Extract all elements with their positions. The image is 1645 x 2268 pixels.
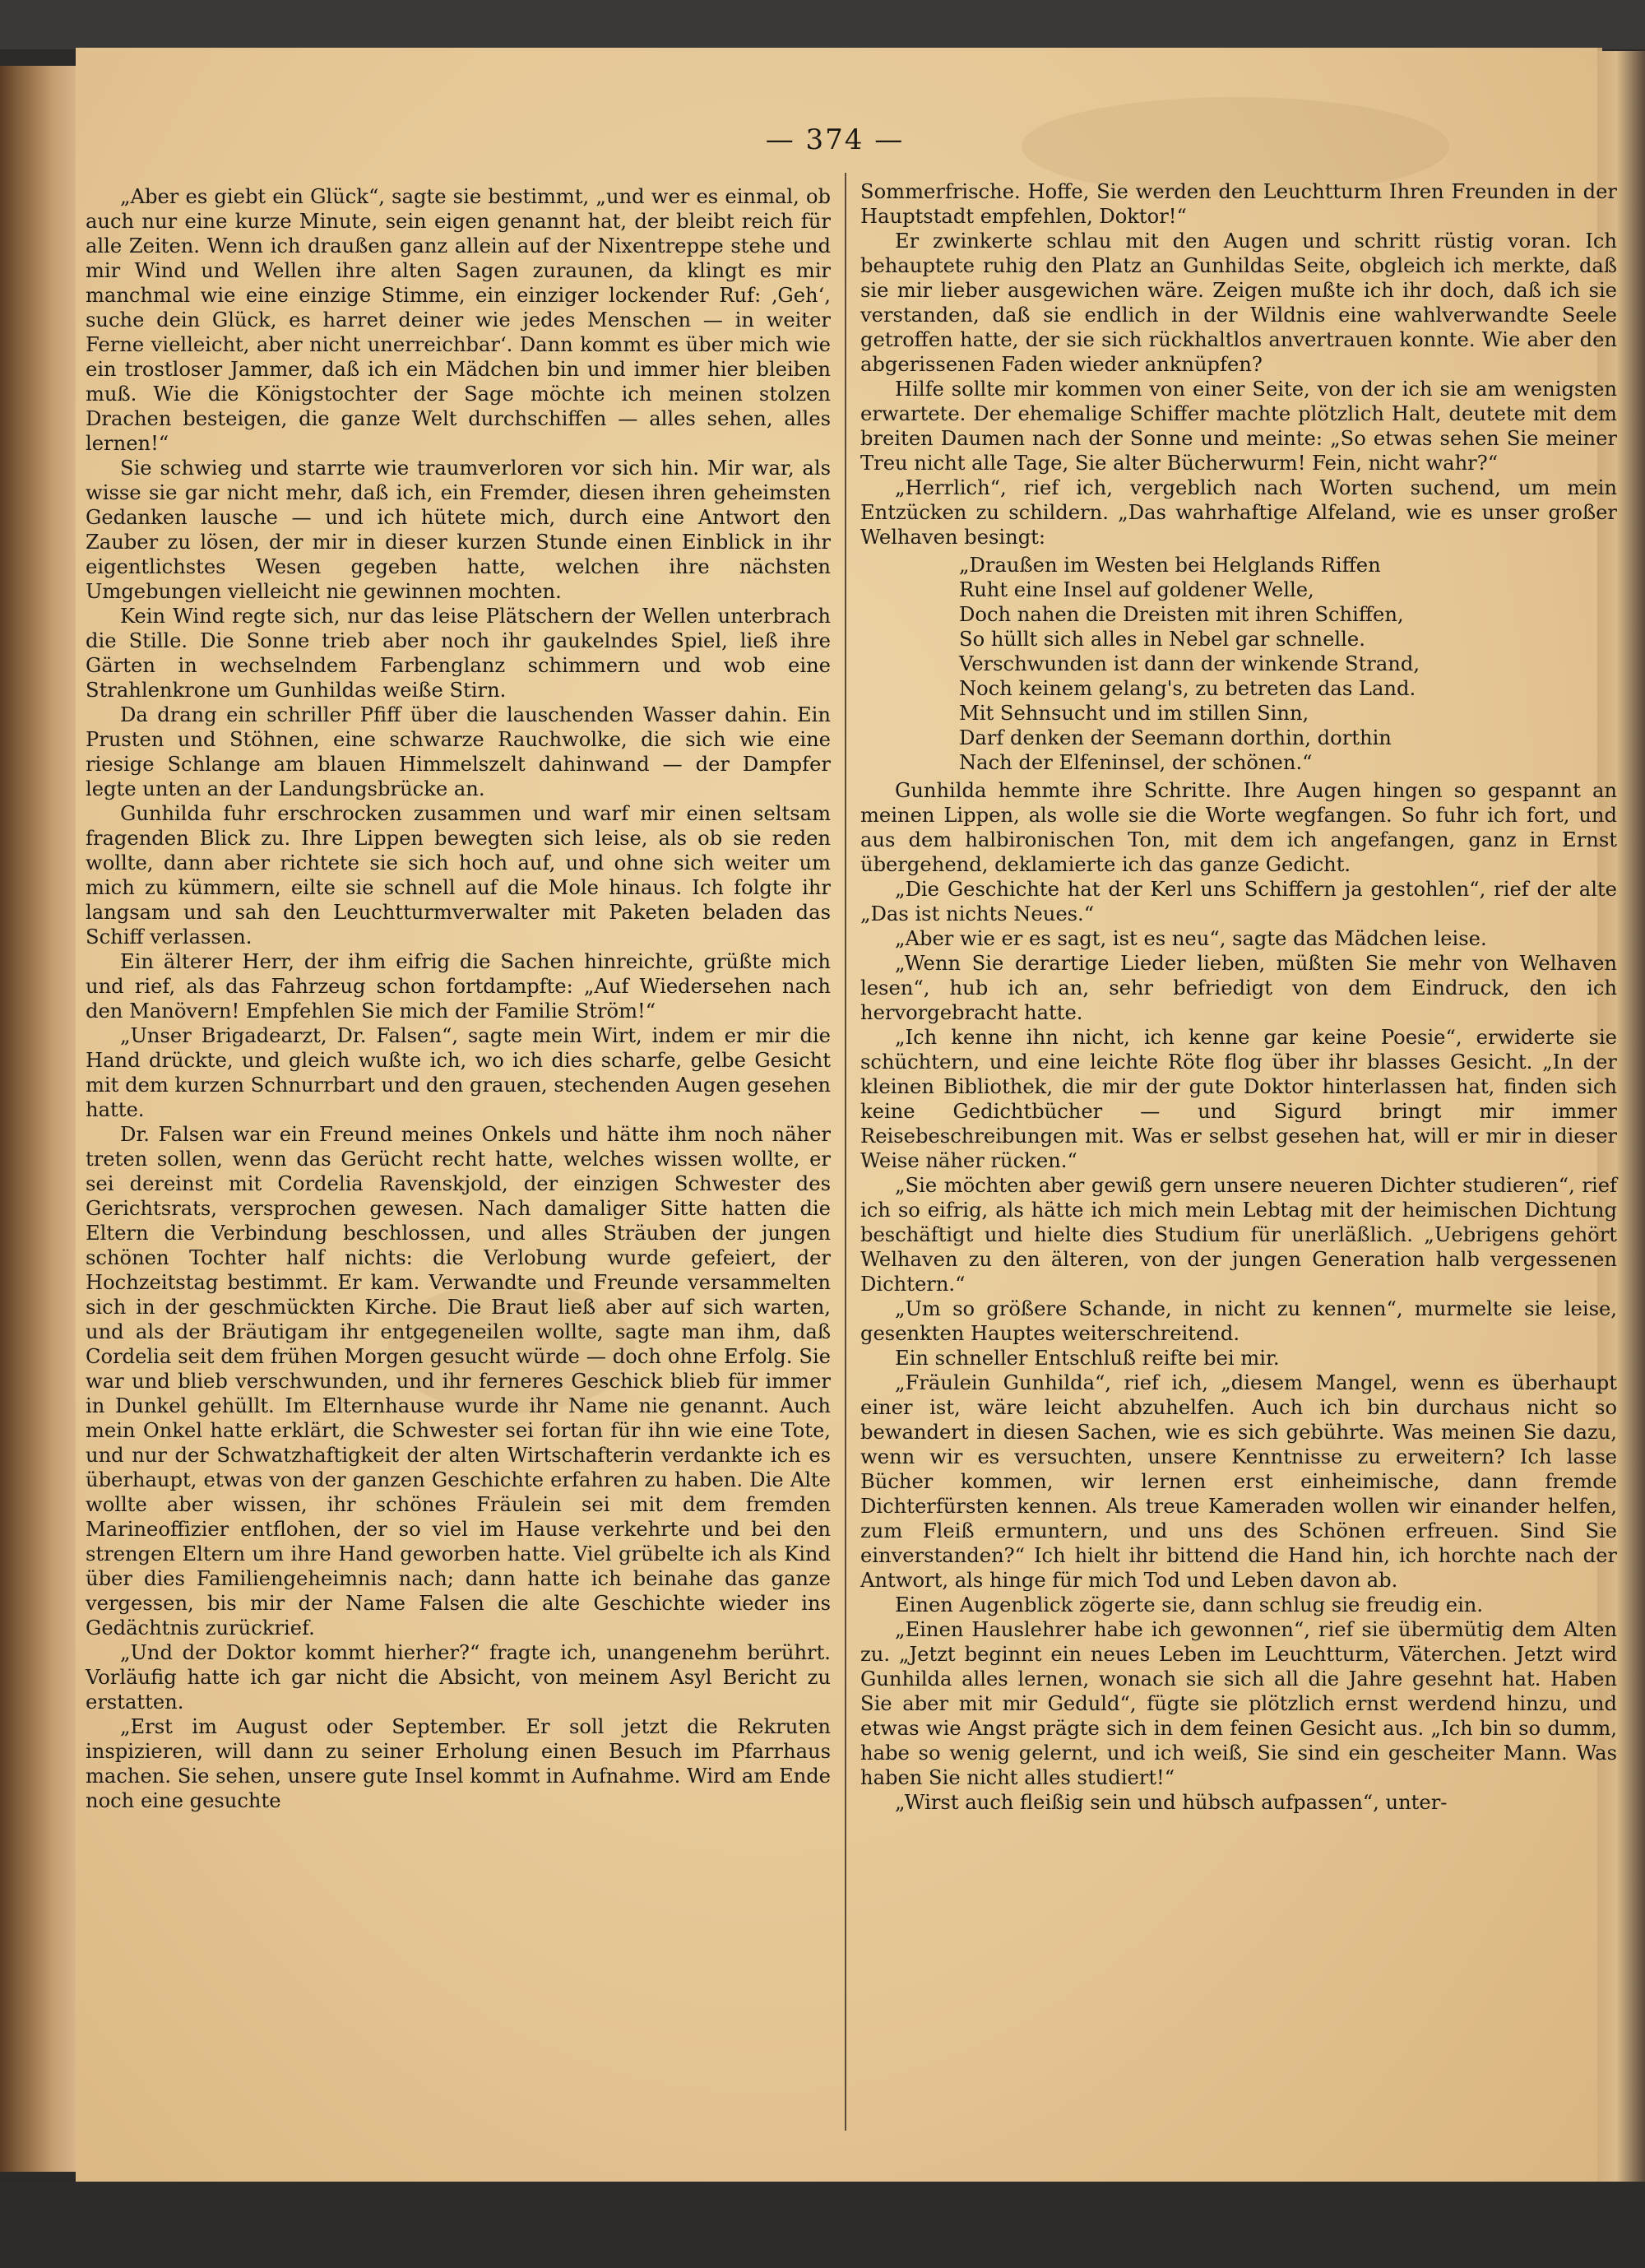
poem-line: Noch keinem gelang's, zu betreten das Land. <box>959 677 1416 700</box>
poem-line: Doch nahen die Dreisten mit ihren Schiffen, <box>959 603 1404 626</box>
poem-quotation <box>959 553 1617 775</box>
paragraph: Kein Wind regte sich, nur das leise Plätschern der Wellen unterbrach die Stille. Die Sonne trieb aber noch ihr gaukelndes Spiel, ließ ihre Gärten in wechselndem Farbenglanz schimmern und wob eine Strahlenkrone um Gunhildas weiße Stirn. <box>86 605 831 702</box>
paragraph: „Die Geschichte hat der Kerl uns Schiffern ja gestohlen“, rief der alte „Das ist nichts Neues.“ <box>860 878 1617 925</box>
paragraph: „Herrlich“, rief ich, vergeblich nach Worten suchend, um mein Entzücken zu schildern. „Das wahrhaftige Alfeland, wie es unser großer Welhaven besingt: <box>860 476 1617 549</box>
paragraph: „Aber es giebt ein Glück“, sagte sie bestimmt, „und wer es einmal, ob auch nur eine kurze Minute, sein eigen genannt hat, der bleibt reich für alle Zeiten. Wenn ich draußen ganz allein auf der Nixentreppe stehe und mir Wind und Wellen ihre alten Sagen zuraunen, da klingt es mir manchmal wie eine einzige Stimme, ein einziger lockender Ruf: ‚Geh‘, suche dein Glück, es harret deiner wie jedes Menschen — in weiter Ferne vielleicht, aber nicht unerreichbar‘. Dann kommt es über mich wie ein trostloser Jammer, daß ich ein Mädchen bin und immer hier bleiben muß. Wie die Königstochter der Sage möchte ich meinen stolzen Drachen besteigen, die ganze Welt durchschiffen — alles sehen, alles lernen!“ <box>86 185 831 455</box>
poem-line: Mit Sehnsucht und im stillen Sinn, <box>959 702 1309 725</box>
poem-line: Ruht eine Insel auf goldener Welle, <box>959 578 1314 601</box>
paragraph: Gunhilda fuhr erschrocken zusammen und warf mir einen seltsam fragenden Blick zu. Ihre Lippen bewegten sich leise, als ob sie reden wollte, dann aber richtete sie sich hoch auf, und ohne sich weiter um mich zu kümmern, eilte sie schnell auf die Mole hinaus. Ich folgte ihr langsam und sah den Leuchtturmverwalter mit Paketen beladen das Schiff verlassen. <box>86 802 831 948</box>
poem-line: So hüllt sich alles in Nebel gar schnelle. <box>959 628 1365 651</box>
paragraph: „Um so größere Schande, in nicht zu kennen“, murmelte sie leise, gesenkten Hauptes weiterschreitend. <box>860 1297 1617 1345</box>
left-text-column <box>86 184 831 1813</box>
paragraph: „Fräulein Gunhilda“, rief ich, „diesem Mangel, wenn es überhaupt einer ist, wäre leicht abzuhelfen. Auch ich bin durchaus nicht so bewandert in diesen Sachen, wie es sich gebührte. Was meinen Sie dazu, wenn wir es versuchten, unsere Kenntnisse zu erweitern? Ich lasse Bücher kommen, wir lernen erst einheimische, dann fremde Dichterfürsten kennen. Als treue Kameraden wollen wir einander helfen, zum Fleiß ermuntern, und uns des Schönen erfreuen. Sind Sie einverstanden?“ Ich hielt ihr bittend die Hand hin, ich horchte nach der Antwort, als hinge für mich Tod und Leben davon ab. <box>860 1371 1617 1592</box>
paragraph: Einen Augenblick zögerte sie, dann schlug sie freudig ein. <box>895 1593 1484 1616</box>
column-divider <box>845 173 846 2131</box>
paragraph: „Aber wie er es sagt, ist es neu“, sagte das Mädchen leise. <box>895 927 1487 950</box>
paragraph: „Ich kenne ihn nicht, ich kenne gar keine Poesie“, erwiderte sie schüchtern, und eine leichte Röte flog über ihr blasses Gesicht. „In der kleinen Bibliothek, die mir der gute Doktor hinterlassen hat, finden sich keine Gedichtbücher — und Sigurd bringt mir immer Reisebeschreibungen mit. Was er selbst gesehen hat, will er mir in dieser Weise näher rücken.“ <box>860 1026 1617 1172</box>
paragraph: Da drang ein schriller Pfiff über die lauschenden Wasser dahin. Ein Prusten und Stöhnen, eine schwarze Rauchwolke, die sich wie eine riesige Schlange am blauen Himmelszelt dahinwand — der Dampfer legte unten an der Landungsbrücke an. <box>86 703 831 800</box>
paragraph: „Und der Doktor kommt hierher?“ fragte ich, unangenehm berührt. Vorläufig hatte ich gar nicht die Absicht, von meinem Asyl Bericht zu erstatten. <box>86 1641 831 1714</box>
paragraph: Ein älterer Herr, der ihm eifrig die Sachen hinreichte, grüßte mich und rief, als das Fahrzeug schon fortdampfte: „Auf Wiedersehen nach den Manövern! Empfehlen Sie mich der Familie Ström!“ <box>86 950 831 1023</box>
poem-line: Nach der Elfeninsel, der schönen.“ <box>959 751 1313 774</box>
paragraph: Hilfe sollte mir kommen von einer Seite, von der ich sie am wenigsten erwartete. Der ehemalige Schiffer machte plötzlich Halt, deutete mit dem breiten Daumen nach der Sonne und meinte: „So etwas sehen Sie meiner Treu nicht alle Tage, Sie alter Bücherwurm! Fein, nicht wahr?“ <box>860 378 1617 475</box>
right-text-column <box>860 179 1617 1815</box>
scan-background-bottom <box>0 2182 1645 2268</box>
paragraph: Sie schwieg und starrte wie traumverloren vor sich hin. Mir war, als wisse sie gar nicht mehr, daß ich, ein Fremder, diesen ihren geheimsten Gedanken lausche — und ich hütete mich, durch eine Antwort den Zauber zu lösen, der mir in dieser kurzen Stunde einen Einblick in ihr eigentlichstes Wesen gegeben hatte, welchen ihre nächsten Umgebungen vielleicht nie gewinnen mochten. <box>86 457 831 603</box>
paragraph: „Wirst auch fleißig sein und hübsch aufpassen“, unter- <box>895 1791 1448 1814</box>
paragraph: „Sie möchten aber gewiß gern unsere neueren Dichter studieren“, rief ich so eifrig, als hätte ich mich mein Lebtag mit der heimischen Dichtung beschäftigt und hielte dies Studium für unerläßlich. „Uebrigens gehört Welhaven zu den älteren, von der jungen Generation halb vergessenen Dichtern.“ <box>860 1174 1617 1296</box>
right-column-prose-before <box>860 179 1617 550</box>
poem-line: Darf denken der Seemann dorthin, dorthin <box>959 726 1392 749</box>
book-page-stack <box>0 66 76 2172</box>
poem-line: Verschwunden ist dann der winkende Strand, <box>959 652 1420 675</box>
paragraph: Sommerfrische. Hoffe, Sie werden den Leuchtturm Ihren Freunden in der Hauptstadt empfehlen, Doktor!“ <box>860 180 1617 228</box>
paragraph: „Erst im August oder September. Er soll jetzt die Rekruten inspizieren, will dann zu seiner Erholung einen Besuch im Pfarrhaus machen. Sie sehen, unsere gute Insel kommt in Aufnahme. Wird am Ende noch eine gesuchte <box>86 1715 831 1812</box>
poem-line: „Draußen im Westen bei Helglands Riffen <box>959 554 1381 577</box>
right-column-prose-after <box>860 778 1617 1815</box>
paragraph: Er zwinkerte schlau mit den Augen und schritt rüstig voran. Ich behauptete ruhig den Platz an Gunhildas Seite, obgleich ich merkte, daß sie mir lieber ausgewichen wäre. Zeigen mußte ich ihr doch, daß ich sie verstanden, daß sie endlich in der Wildnis eine wahlverwandte Seele getroffen hatte, der sie sich rückhaltlos anvertrauen konnte. Wie aber den abgerissenen Faden wieder anknüpfen? <box>860 230 1617 376</box>
paragraph: Gunhilda hemmte ihre Schritte. Ihre Augen hingen so gespannt an meinen Lippen, als wolle sie die Worte wegfangen. So fuhr ich fort, und aus dem halbironischen Ton, mit dem ich angefangen, ganz in Ernst übergehend, deklamierte ich das ganze Gedicht. <box>860 779 1617 876</box>
paragraph: „Wenn Sie derartige Lieder lieben, müßten Sie mehr von Welhaven lesen“, hub ich an, sehr befriedigt von dem Eindruck, den ich hervorgebracht hatte. <box>860 952 1617 1024</box>
paragraph: „Einen Hauslehrer habe ich gewonnen“, rief sie übermütig dem Alten zu. „Jetzt beginnt ein neues Leben im Leuchtturm, Väterchen. Jetzt wird Gunhilda alles lernen, wonach sie sich all die Jahre gesehnt hat. Haben Sie aber mit mir Geduld“, fügte sie plötzlich ernst werdend hinzu, und etwas wie Angst prägte sich in dem feinen Gesicht aus. „Ich bin so dumm, habe so wenig gelernt, und ich weiß, Sie sind ein gescheiter Mann. Was haben Sie nicht alles studiert!“ <box>860 1618 1617 1789</box>
paragraph: „Unser Brigadearzt, Dr. Falsen“, sagte mein Wirt, indem er mir die Hand drückte, und gleich wußte ich, wo ich dies scharfe, gelbe Gesicht mit dem kurzen Schnurrbart und den grauen, stechenden Augen gesehen hatte. <box>86 1024 831 1121</box>
paragraph: Dr. Falsen war ein Freund meines Onkels und hätte ihm noch näher treten sollen, wenn das Gerücht recht hatte, welches wissen wollte, er sei dereinst mit Cordelia Ravenskjold, der einzigen Schwester des Gerichtsrats, versprochen gewesen. Nach damaliger Sitte hatten die Eltern die Verbindung beschlossen, und alles Sträuben der jungen schönen Tochter half nichts: die Verlobung wurde gefeiert, der Hochzeitstag bestimmt. Er kam. Verwandte und Freunde versammelten sich in der geschmückten Kirche. Die Braut ließ aber auf sich warten, und als der Bräutigam ihr entgegeneilen wollte, sagte man ihm, daß Cordelia seit dem frühen Morgen gesucht würde — doch ohne Erfolg. Sie war und blieb verschwunden, und ihr ferneres Geschick blieb für immer in Dunkel gehüllt. Im Elternhause wurde ihr Name nie genannt. Auch mein Onkel hatte erklärt, die Schwester sei fortan für ihn wie eine Tote, und nur der Schwatzhaftigkeit der alten Wirtschafterin verdankte ich es überhaupt, etwas von der ganzen Geschichte erfahren zu haben. Die Alte wollte aber wissen, ihr schönes Fräulein sei mit dem fremden Marineoffizier entflohen, der so viel im Hause verkehrte und bei den strengen Eltern um ihre Hand geworben hatte. Viel grübelte ich als Kind über dies Familiengeheimnis nach; dann hatte ich beinahe das ganze vergessen, bis mir der Name Falsen die alte Geschichte wieder ins Gedächtnis zurückrief. <box>86 1123 831 1640</box>
paragraph: Ein schneller Entschluß reifte bei mir. <box>895 1347 1280 1370</box>
page-number: — 374 — <box>765 123 905 156</box>
scan-background-top <box>0 0 1645 49</box>
